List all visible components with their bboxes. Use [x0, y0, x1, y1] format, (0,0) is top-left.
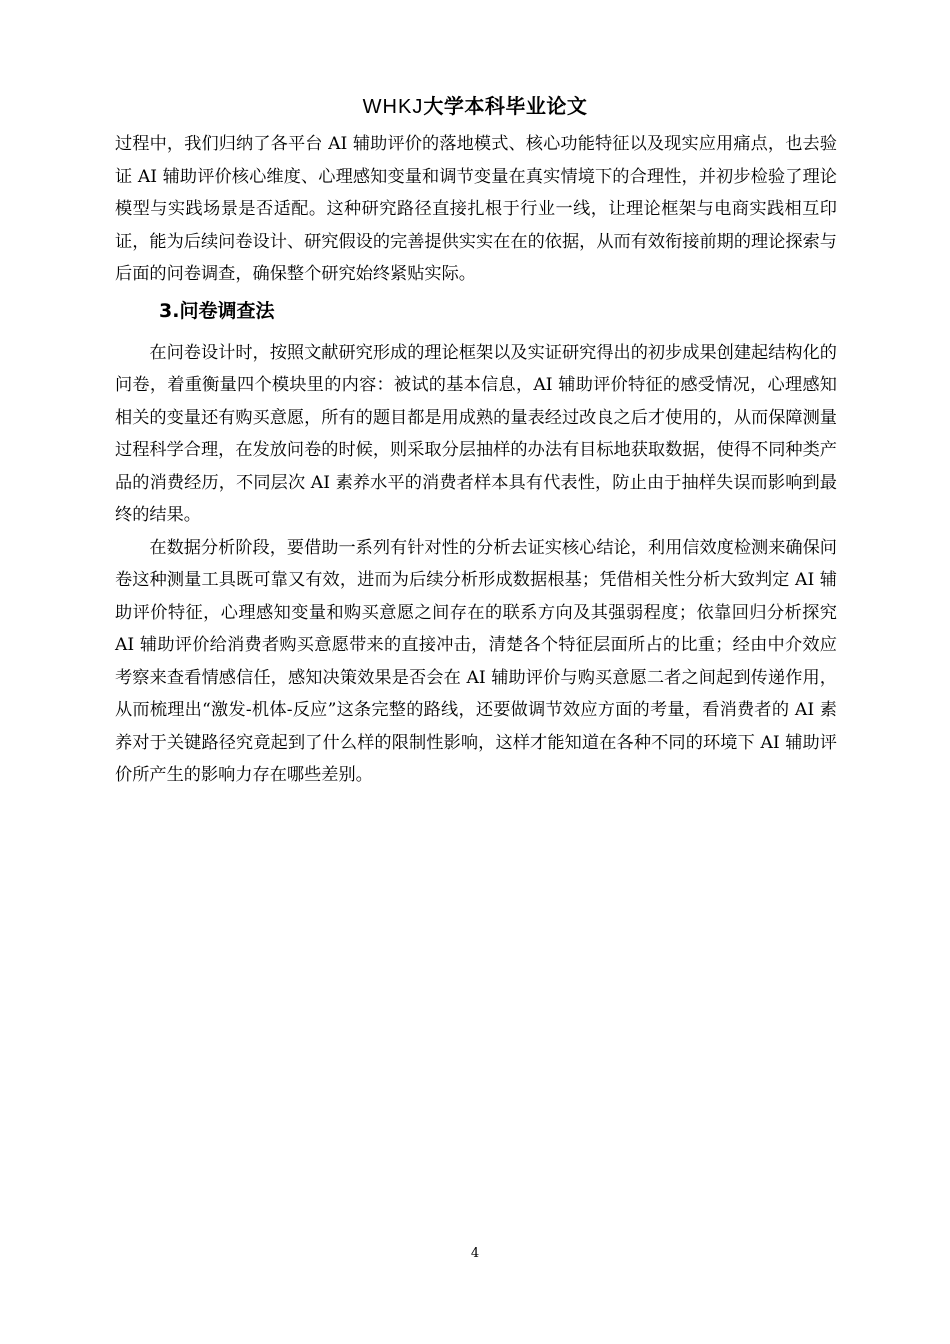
paragraph-continued: 过程中，我们归纳了各平台 AI 辅助评价的落地模式、核心功能特征以及现实应用痛点，也去验证 AI 辅助评价核心维度、心理感知变量和调节变量在真实情境下的合理性，并初步检验了理论模型与实践场景是否适配。这种研究路径直接扎根于行业一线，让理论框架与电商实践相互印证，能为后续问卷设计、研究假设的完善提供实实在在的依据，从而有效衔接前期的理论探索与后面的问卷调查，确保整个研究始终紧贴实际。 [115, 134, 837, 284]
body-text [115, 128, 837, 792]
running-header [0, 92, 950, 121]
section-heading: 3.问卷调查法 [159, 299, 275, 322]
page-number: 4 [470, 1246, 480, 1261]
paragraph-questionnaire-design: 在问卷设计时，按照文献研究形成的理论框架以及实证研究得出的初步成果创建起结构化的问卷，着重衡量四个模块里的内容：被试的基本信息，AI 辅助评价特征的感受情况，心理感知相关的变量还有购买意愿，所有的题目都是用成熟的量表经过改良之后才使用的，从而保障测量过程科学合理，在发放问卷的时候，则采取分层抽样的办法有目标地获取数据，使得不同种类产品的消费经历，不同层次 AI 素养水平的消费者样本具有代表性，防止由于抽样失误而影响到最终的结果。 [115, 342, 837, 525]
paragraph-data-analysis: 在数据分析阶段，要借助一系列有针对性的分析去证实核心结论，利用信效度检测来确保问卷这种测量工具既可靠又有效，进而为后续分析形成数据根基；凭借相关性分析大致判定 AI 辅助评价特征，心理感知变量和购买意愿之间存在的联系方向及其强弱程度；依靠回归分析探究 AI 辅助评价给消费者购买意愿带来的直接冲击，清楚各个特征层面所占的比重；经由中介效应考察来查看情感信任，感知决策效果是否会在 AI 辅助评价与购买意愿二者之间起到传递作用，从而梳理出“激发-机体-反应”这条完整的路线，还要做调节效应方面的考量，看消费者的 AI 素养对于关键路径究竟起到了什么样的限制性影响，这样才能知道在各种不同的环境下 AI 辅助评价所产生的影响力存在哪些差别。 [115, 537, 837, 785]
header-thesis-title: 大学本科毕业论文 [423, 94, 588, 118]
header-institution-code: WHKJ [362, 96, 424, 118]
